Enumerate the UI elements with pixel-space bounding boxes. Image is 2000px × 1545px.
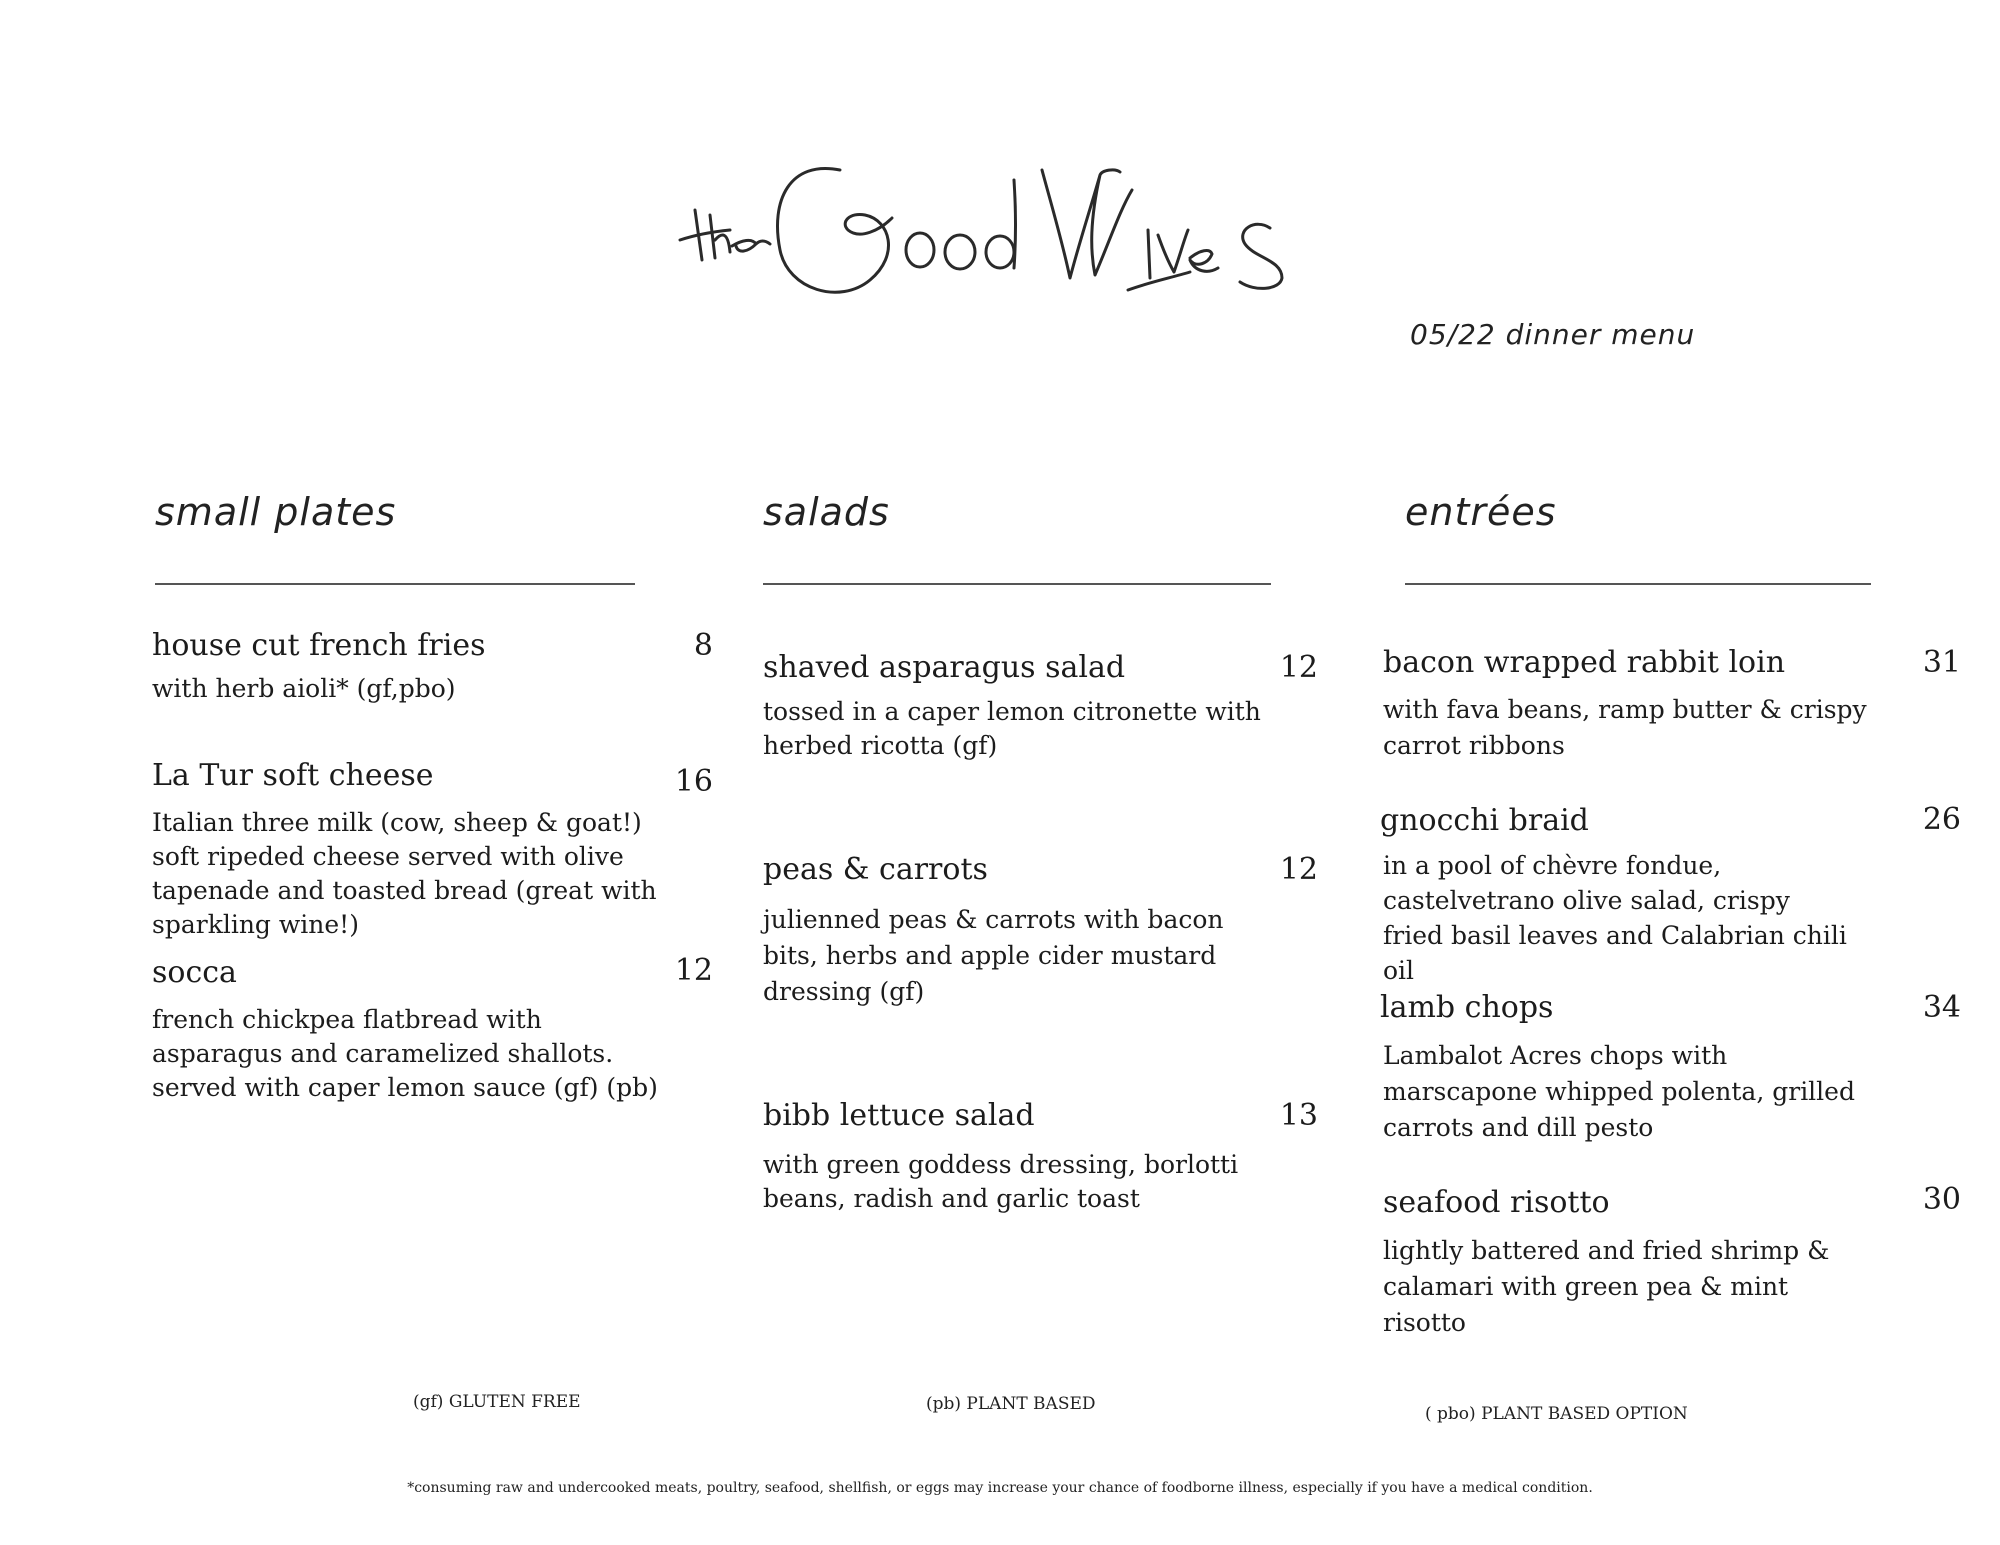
menu-item-description: with green goddess dressing, borlotti beans, radish and garlic toast [763,1150,1239,1213]
menu-item-price: 16 [674,764,713,799]
menu-item-description: Italian three milk (cow, sheep & goat!) soft ripeded cheese served with olive tapenade and toasted bread (great with sparkling wine!) [152,808,657,939]
menu-item-description: with fava beans, ramp butter & crispy carrot ribbons [1383,695,1867,760]
menu-item-name: gnocchi braid [1380,803,1589,838]
legend-gluten-free: (gf) GLUTEN FREE [413,1392,581,1412]
menu-item-price: 12 [1279,650,1318,685]
menu-item-description: Lambalot Acres chops with marscapone whipped polenta, grilled carrots and dill pesto [1383,1041,1855,1142]
menu-date-subtitle: 05/22 dinner menu [1410,318,1696,351]
legend-plant-based-option: ( pbo) PLANT BASED OPTION [1425,1404,1688,1424]
section-divider-entrees [1405,583,1871,585]
menu-item-price: 30 [1922,1182,1961,1217]
menu-item-price: 8 [693,628,713,663]
section-title-small-plates: small plates [155,490,397,534]
menu-item-description: in a pool of chèvre fondue, castelvetrano olive salad, crispy fried basil leaves and Calabrian chili oil [1383,851,1847,985]
menu-item-price: 34 [1922,990,1961,1025]
menu-item-description: french chickpea flatbread with asparagus and caramelized shallots. served with caper lemon sauce (gf) (pb) [152,1005,658,1102]
menu-item-name: lamb chops [1380,990,1554,1025]
menu-item-description: with herb aioli* (gf,pbo) [152,674,456,703]
menu-item-name: bacon wrapped rabbit loin [1383,645,1786,680]
menu-item-description: lightly battered and fried shrimp & calamari with green pea & mint risotto [1383,1236,1830,1337]
menu-item-price: 31 [1922,645,1961,680]
menu-item-name: La Tur soft cheese [152,758,434,793]
section-divider-salads [763,583,1271,585]
menu-item-price: 12 [1279,852,1318,887]
menu-item-name: peas & carrots [763,852,988,887]
food-safety-disclaimer: *consuming raw and undercooked meats, poultry, seafood, shellfish, or eggs may increase your chance of foodborne illness, especially if you have a medical condition. [407,1480,1593,1496]
section-title-entrees: entrées [1405,490,1557,534]
good-wives-logo [670,140,1350,320]
menu-item-name: house cut french fries [152,628,486,663]
section-title-salads: salads [763,490,890,534]
menu-item-name: bibb lettuce salad [763,1098,1035,1133]
menu-item-name: seafood risotto [1383,1185,1610,1220]
menu-item-name: shaved asparagus salad [763,650,1126,685]
menu-item-name: socca [152,955,237,990]
menu-item-description: julienned peas & carrots with bacon bits, herbs and apple cider mustard dressing (gf) [763,905,1224,1006]
menu-item-description: tossed in a caper lemon citronette with herbed ricotta (gf) [763,697,1261,760]
legend-plant-based: (pb) PLANT BASED [926,1394,1096,1414]
menu-item-price: 12 [674,953,713,988]
section-divider-small-plates [155,583,635,585]
menu-item-price: 26 [1922,802,1961,837]
menu-item-price: 13 [1279,1098,1318,1133]
